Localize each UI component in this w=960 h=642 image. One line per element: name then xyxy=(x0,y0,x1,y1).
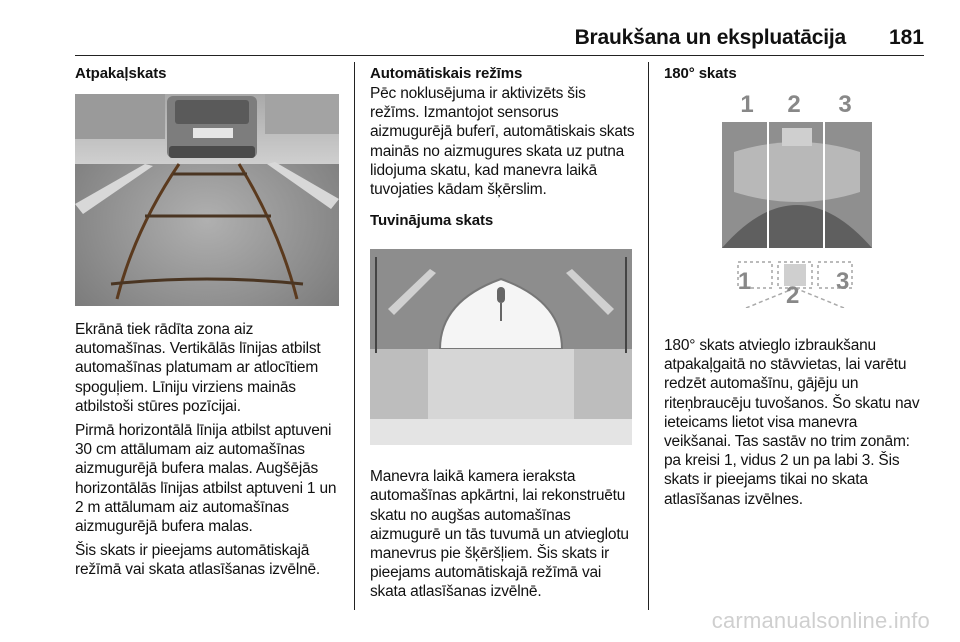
paragraph: Manevra laikā kamera ieraksta automašīnas apkārtni, lai rekonstruētu skatu no augšas automašīnas aizmugurē un tās tuvumā un atvieglotu manevrus pie šķēršļiem. Šis skats ir pieejams automātiskajā režīmā vai skata atlasīšanas izvēlnē. xyxy=(370,468,629,601)
zone-label: 2 xyxy=(786,282,800,309)
180-view-bottom-labels xyxy=(664,268,926,308)
zone-label: 3 xyxy=(838,92,852,118)
zone-label: 3 xyxy=(836,268,850,295)
paragraph: Pirmā horizontālā līnija atbilst aptuveni 30 cm attālumam aiz automašīnas aizmugurējā bufera malas. Augšējās horizontālās līnijas atbilst aptuveni 1 un 2 m attālumam aiz automašīnas aizmugurējā bufera malas. xyxy=(75,422,337,536)
top-view-camera-image xyxy=(370,249,632,445)
watermark: carmanualsonline.info xyxy=(711,608,930,633)
zoom-view-heading: Tuvinājuma skats xyxy=(370,212,494,230)
paragraph: Šis skats ir pieejams automātiskajā režīmā vai skata atlasīšanas izvēlnē. xyxy=(75,542,321,579)
180-view-heading: 180° skats xyxy=(664,65,737,82)
automatic-mode-heading: Automātiskais režīms xyxy=(370,65,523,82)
column-divider-2 xyxy=(648,62,649,610)
zone-label: 2 xyxy=(787,92,801,118)
rear-view-camera-image xyxy=(75,94,339,306)
zone-label: 1 xyxy=(738,268,752,295)
header-divider xyxy=(75,55,924,56)
column-divider-1 xyxy=(354,62,355,610)
column-2 xyxy=(370,64,638,607)
zone-label: 1 xyxy=(740,92,754,118)
section-title: Braukšana un ekspluatācija xyxy=(574,26,846,49)
paragraph: Ekrānā tiek rādīta zona aiz automašīnas. Vertikālās līnijas atbilst automašīnas platumam ar atlocītiem spoguļiem. Līniju virziens mainās atbilstoši stūres pozīcijai. xyxy=(75,321,321,415)
page-number: 181 xyxy=(888,26,924,49)
paragraph: Pēc noklusējuma ir aktivizēts šis režīms. Izmantojot sensorus aizmugurējā buferī, automātiskais skats mainās no aizmugures skata uz putna lidojuma skatu, kad manevra laikā tuvojaties kādam šķērslim. xyxy=(370,85,635,199)
paragraph: 180° skats atvieglo izbraukšanu atpakaļgaitā no stāvvietas, lai varētu redzēt automašīnu, gājēju un riteņbraucēju tuvošanos. Šo skatu nav ieteicams lietot visa manevra veikšanai. Tas sastāv no trim zonām: pa kreisi 1, vidus 2 un pa labi 3. Šis skats ir pieejams tikai no skata atlasīšanas izvēlnes. xyxy=(664,337,920,508)
page-header xyxy=(0,0,960,56)
column-1 xyxy=(75,64,343,585)
rear-view-heading: Atpakaļskats xyxy=(75,65,167,82)
column-3 xyxy=(664,64,928,514)
